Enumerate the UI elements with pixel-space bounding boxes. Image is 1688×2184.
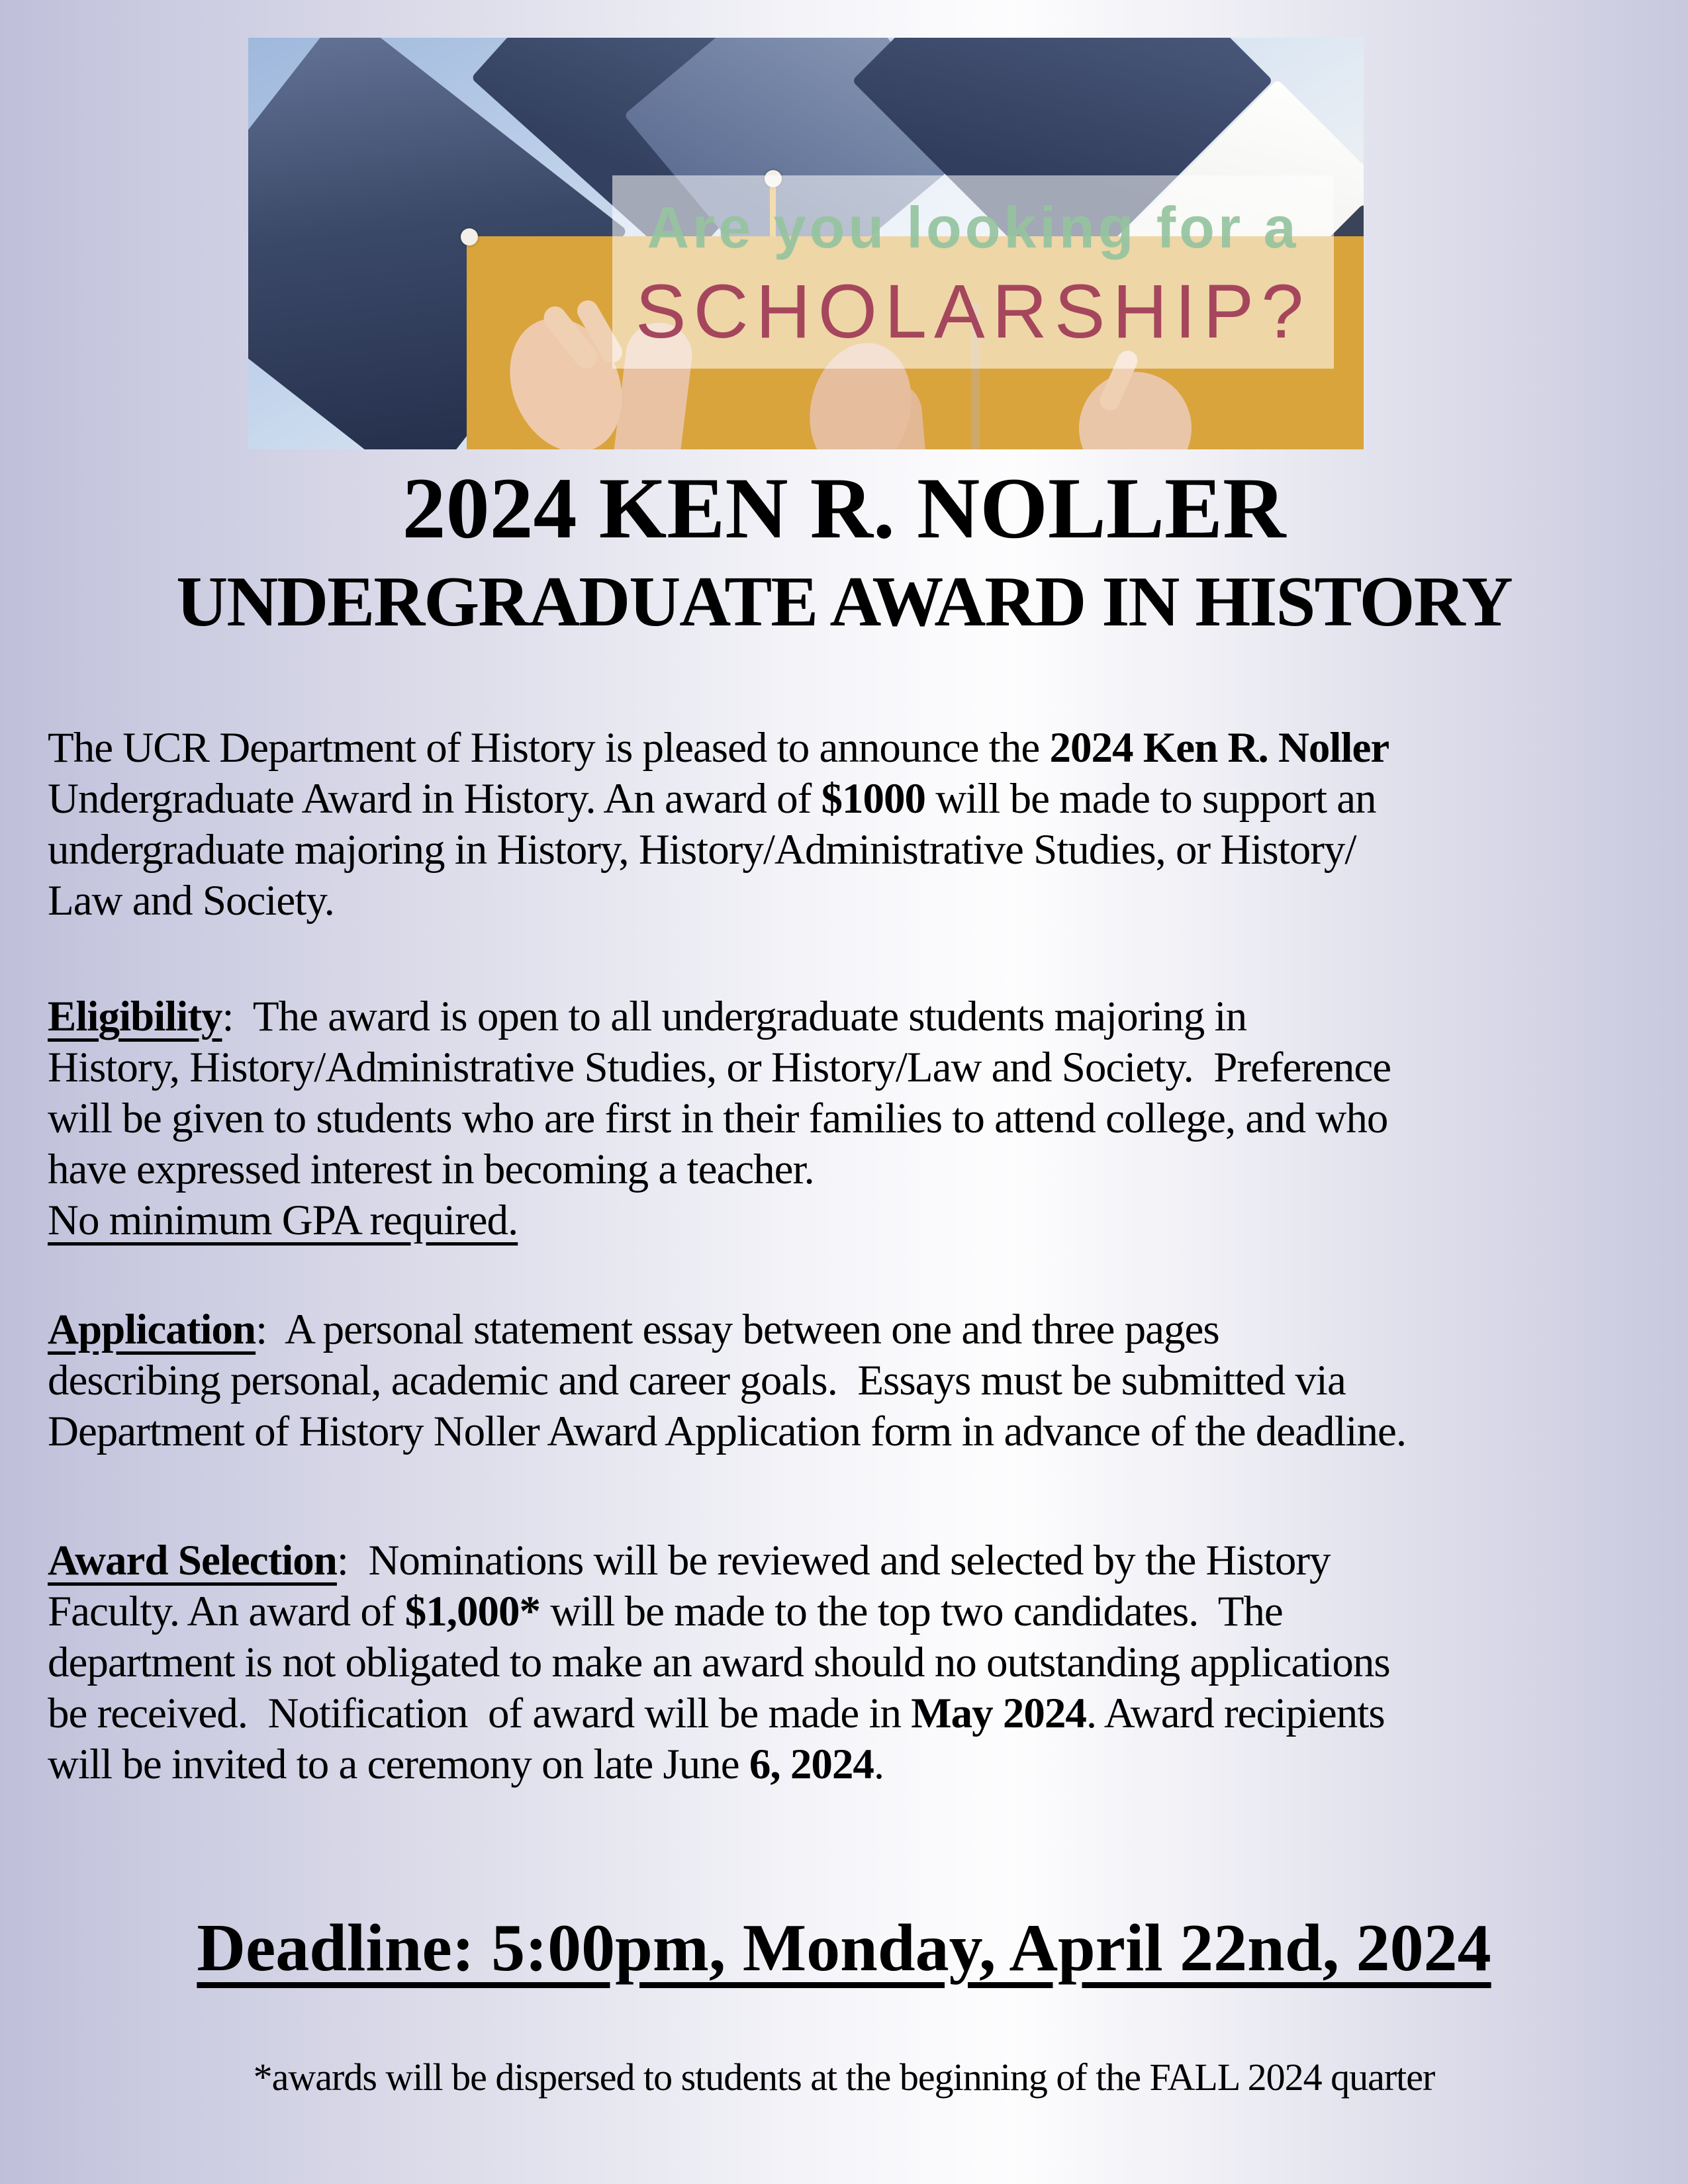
- text-line: Award Selection: Nominations will be reviewed and selected by the History: [48, 1537, 1331, 1584]
- intro-paragraph: [48, 723, 1389, 927]
- text-line: Eligibility: The award is open to all undergraduate students majoring in: [48, 993, 1247, 1040]
- text-line: undergraduate majoring in History, History/Administrative Studies, or History/: [48, 826, 1356, 874]
- page-title-line2: UNDERGRADUATE AWARD IN HISTORY: [176, 563, 1512, 641]
- text-line: Application: A personal statement essay between one and three pages: [48, 1306, 1219, 1353]
- deadline-text: Deadline: 5:00pm, Monday, April 22nd, 2024: [197, 1911, 1491, 1985]
- footnote-text: *awards will be dispersed to students at the beginning of the FALL 2024 quarter: [253, 2056, 1435, 2099]
- page-title-line1: 2024 KEN R. NOLLER: [402, 459, 1286, 557]
- text-line: be received. Notification of award will be made in May 2024. Award recipients: [48, 1690, 1385, 1737]
- text-line: describing personal, academic and career goals. Essays must be submitted via: [48, 1357, 1346, 1404]
- overlay-scholarship-text: SCHOLARSHIP?: [635, 269, 1311, 354]
- deadline-heading: [0, 1909, 1688, 1987]
- text-line: Undergraduate Award in History. An award of $1000 will be made to support an: [48, 775, 1376, 823]
- text-line: Law and Society.: [48, 877, 334, 925]
- text-line: have expressed interest in becoming a teacher.: [48, 1146, 814, 1193]
- text-line: Department of History Noller Award Application form in advance of the deadline.: [48, 1408, 1407, 1455]
- application-paragraph: [48, 1304, 1406, 1457]
- text-line: The UCR Department of History is pleased to announce the 2024 Ken R. Noller: [48, 724, 1389, 772]
- award-selection-paragraph: [48, 1535, 1390, 1790]
- graduation-caps-photo: [248, 38, 1364, 449]
- text-line: History, History/Administrative Studies, or History/Law and Society. Preference: [48, 1044, 1391, 1091]
- tassel-button: [461, 228, 478, 246]
- text-line: department is not obligated to make an award should no outstanding applications: [48, 1639, 1390, 1686]
- eligibility-paragraph: [48, 991, 1391, 1246]
- text-line: will be given to students who are first in their families to attend college, and who: [48, 1095, 1388, 1142]
- text-line: Faculty. An award of $1,000* will be made to the top two candidates. The: [48, 1588, 1283, 1635]
- text-line: will be invited to a ceremony on late June 6, 2024.: [48, 1741, 884, 1788]
- scholarship-overlay-banner: [612, 175, 1334, 369]
- text-line: No minimum GPA required.: [48, 1197, 518, 1244]
- overlay-question-text: Are you looking for a: [647, 195, 1299, 260]
